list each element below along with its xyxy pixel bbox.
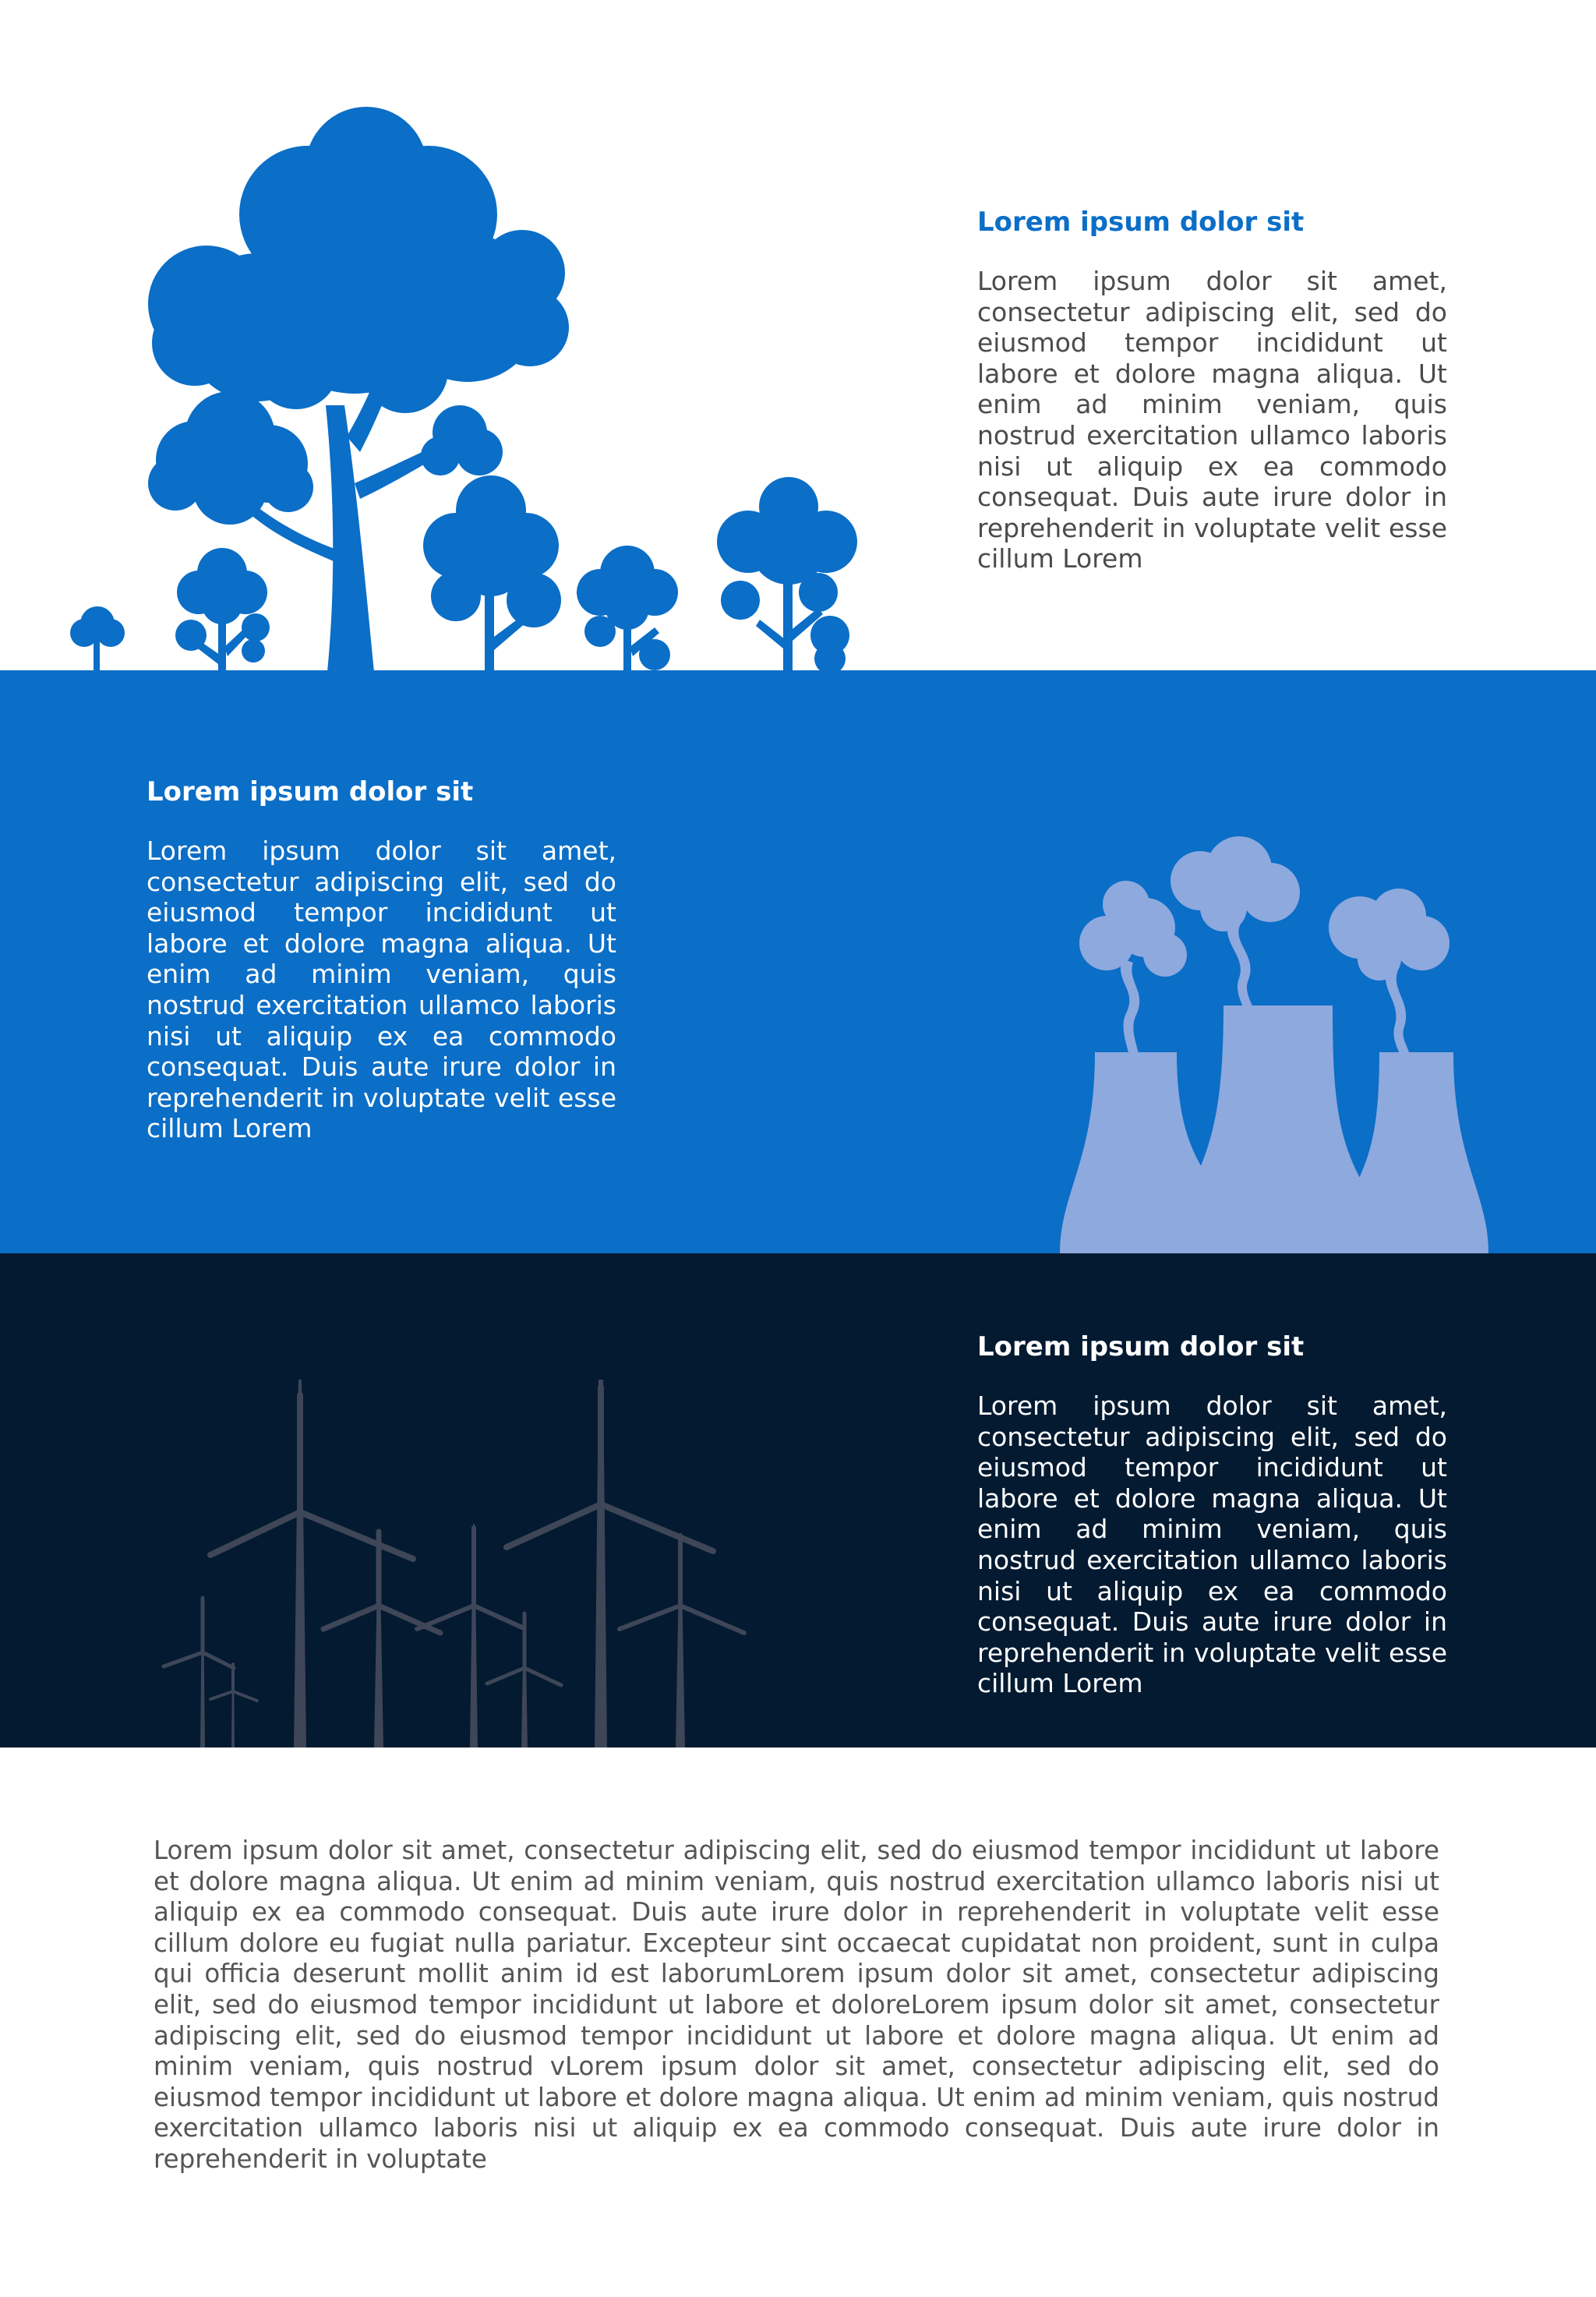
wind-turbines-icon: [152, 1380, 760, 1747]
closing-paragraph: Lorem ipsum dolor sit amet, consectetur adipiscing elit, sed do eiusmod tempor incididunt ut labore et dolore magna aliqua. Ut enim ad minim veniam, quis nostrud exercitation ullamco laboris nisi ut aliquip ex ea commodo consequat. Duis aute irure dolor in reprehenderit in voluptate velit esse cillum dolore eu fugiat nulla pariatur. Excepteur sint occaecat cupidatat non proident, sunt in culpa qui officia deserunt mollit anim id est laborumLorem ipsum dolor sit amet, consectetur adipiscing elit, sed do eiusmod tempor incididunt ut labore et doloreLorem ipsum dolor sit amet, consectetur adipiscing elit, sed do eiusmod tempor incididunt ut labore et dolore magna aliqua. Ut enim ad minim veniam, quis nostrud vLorem ipsum dolor sit amet, consectetur adipiscing elit, sed do eiusmod tempor incididunt ut labore et dolore magna aliqua. Ut enim ad minim veniam, quis nostrud exercitation ullamco laboris nisi ut aliquip ex ea commodo consequat. Duis aute irure dolor in reprehenderit in voluptate: [154, 1836, 1439, 2174]
section-energy-text: [977, 1330, 1447, 1699]
section-heading: Lorem ipsum dolor sit: [977, 1331, 1305, 1362]
section-body: Lorem ipsum dolor sit amet, consectetur adipiscing elit, sed do eiusmod tempor incididunt ut labore et dolore magna aliqua. Ut enim ad minim veniam, quis nostrud exercitation ullamco laboris nisi ut aliquip ex ea commodo consequat. Duis aute irure dolor in reprehenderit in voluptate velit esse cillum Lorem: [147, 836, 616, 1144]
factory-chimneys-icon: [1052, 826, 1520, 1253]
section-body: Lorem ipsum dolor sit amet, consectetur adipiscing elit, sed do eiusmod tempor incididunt ut labore et dolore magna aliqua. Ut enim ad minim veniam, quis nostrud exercitation ullamco laboris nisi ut aliquip ex ea commodo consequat. Duis aute irure dolor in reprehenderit in voluptate velit esse cillum Lorem: [977, 266, 1447, 574]
section-heading: Lorem ipsum dolor sit: [977, 207, 1305, 238]
section-nature-text: [977, 205, 1447, 574]
section-heading: Lorem ipsum dolor sit: [147, 776, 474, 807]
trees-icon: [0, 0, 896, 672]
section-industry-text: [147, 775, 616, 1144]
section-body: Lorem ipsum dolor sit amet, consectetur adipiscing elit, sed do eiusmod tempor incididunt ut labore et dolore magna aliqua. Ut enim ad minim veniam, quis nostrud exercitation ullamco laboris nisi ut aliquip ex ea commodo consequat. Duis aute irure dolor in reprehenderit in voluptate velit esse cillum Lorem: [977, 1391, 1447, 1699]
